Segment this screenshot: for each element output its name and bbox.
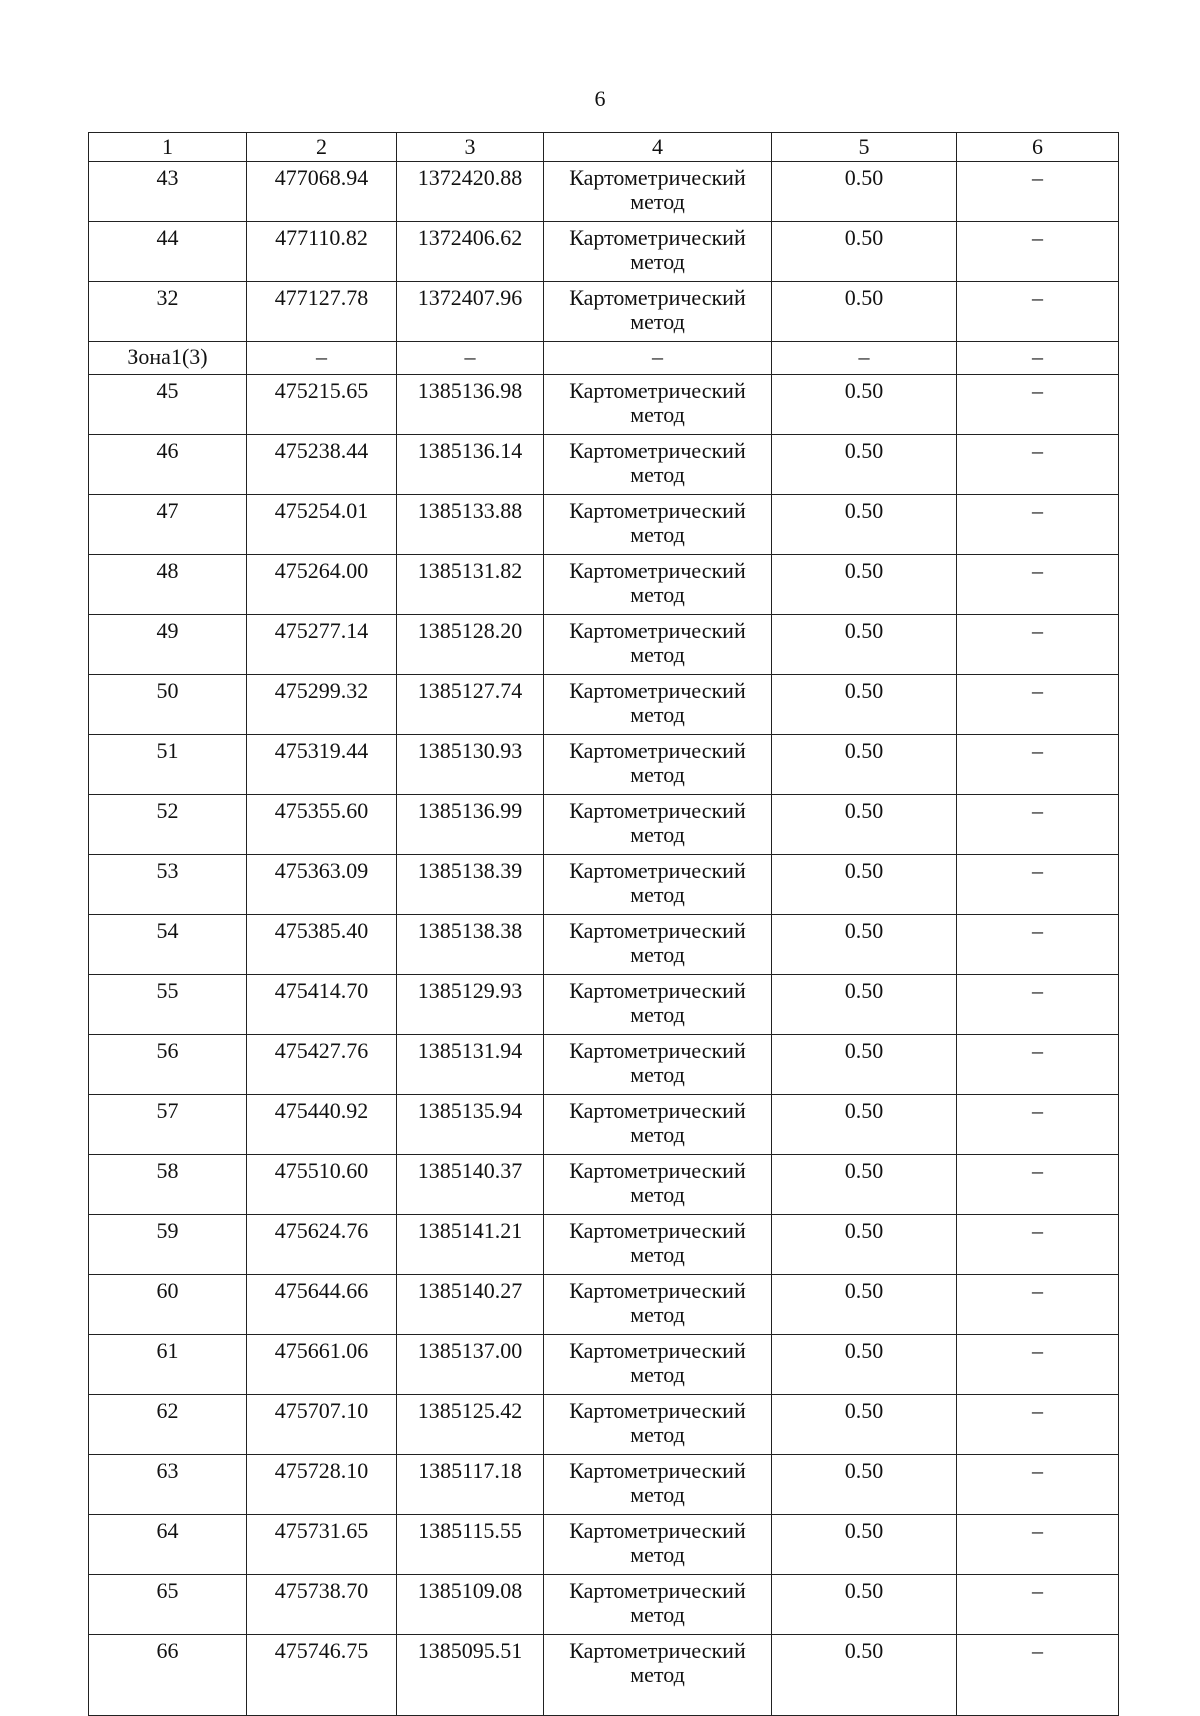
zone-row — [89, 342, 1119, 375]
precision: 0.50 — [772, 495, 957, 555]
method: Картометрический метод — [544, 435, 772, 495]
note: – — [957, 1095, 1119, 1155]
method: Картометрический метод — [544, 282, 772, 342]
table-row — [89, 1155, 1119, 1215]
note: – — [957, 1515, 1119, 1575]
precision: 0.50 — [772, 222, 957, 282]
point-number: 54 — [89, 915, 247, 975]
coord-x: 475746.75 — [247, 1635, 397, 1716]
method: Картометрический метод — [544, 795, 772, 855]
precision: 0.50 — [772, 1335, 957, 1395]
precision: 0.50 — [772, 1635, 957, 1716]
precision: 0.50 — [772, 282, 957, 342]
precision: 0.50 — [772, 675, 957, 735]
coord-y: 1385127.74 — [397, 675, 544, 735]
table-row — [89, 795, 1119, 855]
coord-y: 1372407.96 — [397, 282, 544, 342]
point-number: 60 — [89, 1275, 247, 1335]
table-row — [89, 915, 1119, 975]
table-row — [89, 1275, 1119, 1335]
note: – — [957, 222, 1119, 282]
point-number: 58 — [89, 1155, 247, 1215]
coord-y: 1385138.38 — [397, 915, 544, 975]
point-number: 66 — [89, 1635, 247, 1716]
coord-x: 475661.06 — [247, 1335, 397, 1395]
coord-x: 477127.78 — [247, 282, 397, 342]
coord-y: 1385131.94 — [397, 1035, 544, 1095]
table-row — [89, 1635, 1119, 1716]
point-number: 64 — [89, 1515, 247, 1575]
coord-x: 475215.65 — [247, 375, 397, 435]
table-row — [89, 495, 1119, 555]
method: Картометрический метод — [544, 1515, 772, 1575]
coord-y: 1385141.21 — [397, 1215, 544, 1275]
precision: 0.50 — [772, 975, 957, 1035]
coord-y: 1385115.55 — [397, 1515, 544, 1575]
coord-x: 475707.10 — [247, 1395, 397, 1455]
point-number: 47 — [89, 495, 247, 555]
method: Картометрический метод — [544, 1155, 772, 1215]
precision: 0.50 — [772, 1275, 957, 1335]
precision: 0.50 — [772, 795, 957, 855]
coord-y: 1385095.51 — [397, 1635, 544, 1716]
precision: 0.50 — [772, 855, 957, 915]
table-row — [89, 1395, 1119, 1455]
note: – — [957, 675, 1119, 735]
coord-x: 475414.70 — [247, 975, 397, 1035]
table-row — [89, 162, 1119, 222]
column-header-3: 3 — [397, 133, 544, 162]
point-number: 48 — [89, 555, 247, 615]
coord-y: 1372406.62 — [397, 222, 544, 282]
note: – — [957, 1335, 1119, 1395]
coord-y: 1385138.39 — [397, 855, 544, 915]
note: – — [957, 735, 1119, 795]
column-header-5: 5 — [772, 133, 957, 162]
table-row — [89, 282, 1119, 342]
method: Картометрический метод — [544, 1035, 772, 1095]
precision: 0.50 — [772, 435, 957, 495]
note: – — [957, 975, 1119, 1035]
coord-x: 475728.10 — [247, 1455, 397, 1515]
method: Картометрический метод — [544, 1095, 772, 1155]
table-row — [89, 1035, 1119, 1095]
coord-y: 1385129.93 — [397, 975, 544, 1035]
precision: 0.50 — [772, 1395, 957, 1455]
precision: 0.50 — [772, 1095, 957, 1155]
table-row — [89, 1215, 1119, 1275]
coord-x: 475277.14 — [247, 615, 397, 675]
note: – — [957, 795, 1119, 855]
note: – — [957, 1455, 1119, 1515]
table-row — [89, 735, 1119, 795]
table-row — [89, 1515, 1119, 1575]
coord-x: 475363.09 — [247, 855, 397, 915]
note: – — [957, 1155, 1119, 1215]
method: Картометрический метод — [544, 1215, 772, 1275]
method: Картометрический метод — [544, 1275, 772, 1335]
point-number: 56 — [89, 1035, 247, 1095]
table-row — [89, 1095, 1119, 1155]
point-number: 61 — [89, 1335, 247, 1395]
table-row — [89, 555, 1119, 615]
page-number: 6 — [594, 86, 606, 111]
coord-y: 1372420.88 — [397, 162, 544, 222]
table-row — [89, 222, 1119, 282]
table-row — [89, 675, 1119, 735]
coord-y: 1385131.82 — [397, 555, 544, 615]
coord-x: 475440.92 — [247, 1095, 397, 1155]
method: Картометрический метод — [544, 162, 772, 222]
coord-x: 475731.65 — [247, 1515, 397, 1575]
table-row — [89, 975, 1119, 1035]
precision: 0.50 — [772, 615, 957, 675]
table-row — [89, 1335, 1119, 1395]
column-header-1: 1 — [89, 133, 247, 162]
coord-y: 1385136.98 — [397, 375, 544, 435]
coord-x: 477110.82 — [247, 222, 397, 282]
method: Картометрический метод — [544, 975, 772, 1035]
note: – — [957, 495, 1119, 555]
coord-y: 1385109.08 — [397, 1575, 544, 1635]
point-number: 59 — [89, 1215, 247, 1275]
coord-x: 477068.94 — [247, 162, 397, 222]
precision: 0.50 — [772, 162, 957, 222]
method: Картометрический метод — [544, 375, 772, 435]
note: – — [957, 855, 1119, 915]
header-row — [89, 133, 1119, 162]
note: – — [957, 1635, 1119, 1716]
coord-y: 1385140.37 — [397, 1155, 544, 1215]
method: Картометрический метод — [544, 495, 772, 555]
method: Картометрический метод — [544, 675, 772, 735]
method: Картометрический метод — [544, 1575, 772, 1635]
point-number: 65 — [89, 1575, 247, 1635]
coord-x: 475427.76 — [247, 1035, 397, 1095]
note: – — [957, 1575, 1119, 1635]
coord-x: 475738.70 — [247, 1575, 397, 1635]
point-number: 32 — [89, 282, 247, 342]
note: – — [957, 435, 1119, 495]
point-number: 50 — [89, 675, 247, 735]
coord-y: 1385128.20 — [397, 615, 544, 675]
precision: 0.50 — [772, 735, 957, 795]
note: – — [957, 1035, 1119, 1095]
table-row — [89, 1455, 1119, 1515]
table-body — [89, 162, 1119, 1716]
table-row — [89, 1575, 1119, 1635]
coord-y: 1385135.94 — [397, 1095, 544, 1155]
method: Картометрический метод — [544, 1335, 772, 1395]
table-row — [89, 615, 1119, 675]
coord-x: 475385.40 — [247, 915, 397, 975]
precision: 0.50 — [772, 1455, 957, 1515]
point-number: 53 — [89, 855, 247, 915]
precision: 0.50 — [772, 1575, 957, 1635]
coord-x: 475510.60 — [247, 1155, 397, 1215]
method: Картометрический метод — [544, 855, 772, 915]
coord-y: 1385125.42 — [397, 1395, 544, 1455]
note: – — [957, 915, 1119, 975]
method: Картометрический метод — [544, 1455, 772, 1515]
point-number: 57 — [89, 1095, 247, 1155]
precision: 0.50 — [772, 555, 957, 615]
coord-y: 1385117.18 — [397, 1455, 544, 1515]
precision: 0.50 — [772, 915, 957, 975]
precision: 0.50 — [772, 1215, 957, 1275]
coord-y: – — [397, 342, 544, 375]
point-number: 63 — [89, 1455, 247, 1515]
precision: 0.50 — [772, 1515, 957, 1575]
point-number: 45 — [89, 375, 247, 435]
method: – — [544, 342, 772, 375]
column-header-6: 6 — [957, 133, 1119, 162]
method: Картометрический метод — [544, 615, 772, 675]
method: Картометрический метод — [544, 915, 772, 975]
note: – — [957, 282, 1119, 342]
point-number: 52 — [89, 795, 247, 855]
note: – — [957, 342, 1119, 375]
point-number: 51 — [89, 735, 247, 795]
note: – — [957, 1215, 1119, 1275]
method: Картометрический метод — [544, 555, 772, 615]
zone-label: Зона1(3) — [89, 342, 247, 375]
coord-y: 1385136.99 — [397, 795, 544, 855]
note: – — [957, 375, 1119, 435]
note: – — [957, 555, 1119, 615]
point-number: 49 — [89, 615, 247, 675]
coord-x: 475624.76 — [247, 1215, 397, 1275]
coord-x: 475355.60 — [247, 795, 397, 855]
method: Картометрический метод — [544, 222, 772, 282]
coord-x: 475299.32 — [247, 675, 397, 735]
note: – — [957, 615, 1119, 675]
coord-y: 1385133.88 — [397, 495, 544, 555]
precision: 0.50 — [772, 1035, 957, 1095]
precision: – — [772, 342, 957, 375]
note: – — [957, 1275, 1119, 1335]
table-row — [89, 435, 1119, 495]
point-number: 43 — [89, 162, 247, 222]
coord-x: 475644.66 — [247, 1275, 397, 1335]
coord-y: 1385130.93 — [397, 735, 544, 795]
point-number: 46 — [89, 435, 247, 495]
column-header-4: 4 — [544, 133, 772, 162]
method: Картометрический метод — [544, 1635, 772, 1716]
coord-y: 1385140.27 — [397, 1275, 544, 1335]
point-number: 62 — [89, 1395, 247, 1455]
precision: 0.50 — [772, 375, 957, 435]
table-row — [89, 855, 1119, 915]
precision: 0.50 — [772, 1155, 957, 1215]
coord-y: 1385137.00 — [397, 1335, 544, 1395]
coord-y: 1385136.14 — [397, 435, 544, 495]
column-header-2: 2 — [247, 133, 397, 162]
note: – — [957, 162, 1119, 222]
point-number: 44 — [89, 222, 247, 282]
point-number: 55 — [89, 975, 247, 1035]
coord-x: 475319.44 — [247, 735, 397, 795]
table-row — [89, 375, 1119, 435]
coordinates-table — [88, 132, 1119, 1716]
coord-x: – — [247, 342, 397, 375]
method: Картометрический метод — [544, 1395, 772, 1455]
note: – — [957, 1395, 1119, 1455]
coord-x: 475264.00 — [247, 555, 397, 615]
coord-x: 475254.01 — [247, 495, 397, 555]
coord-x: 475238.44 — [247, 435, 397, 495]
method: Картометрический метод — [544, 735, 772, 795]
